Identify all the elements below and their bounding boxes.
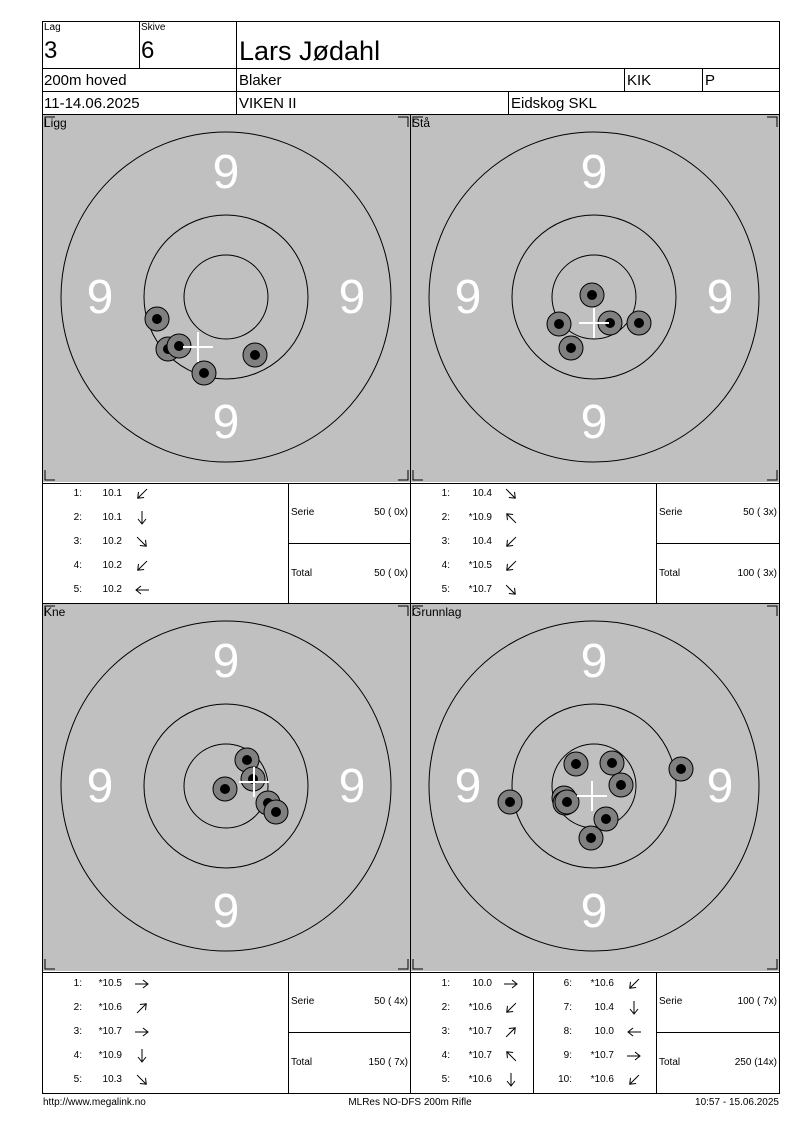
shot-impact bbox=[213, 777, 237, 801]
shot-number: 4: bbox=[73, 1050, 82, 1061]
shot-impact bbox=[669, 757, 693, 781]
shooter-name: Lars Jødahl bbox=[239, 36, 381, 66]
shot-number: 1: bbox=[73, 488, 82, 499]
ring-number: 9 bbox=[706, 760, 734, 813]
serie-label: Serie bbox=[659, 507, 683, 518]
panel-title-ligg: Ligg bbox=[44, 116, 67, 130]
panel-title-staa: Stå bbox=[412, 116, 431, 130]
direction-arrow-icon bbox=[503, 487, 519, 501]
shot-score: 10.1 bbox=[102, 512, 122, 523]
ring-number: 9 bbox=[580, 885, 608, 938]
shot-score: 10.3 bbox=[102, 1074, 122, 1085]
total-value: 250 (14x) bbox=[734, 1057, 777, 1068]
direction-arrow-icon bbox=[503, 1049, 519, 1063]
shot-score: 10.2 bbox=[102, 560, 122, 571]
host-club: Eidskog SKL bbox=[511, 95, 597, 112]
shot-score: *10.6 bbox=[468, 1074, 492, 1085]
total-value: 50 ( 0x) bbox=[374, 568, 408, 579]
club-name: Blaker bbox=[239, 72, 282, 89]
ring-number: 9 bbox=[454, 760, 482, 813]
shot-number: 2: bbox=[441, 1002, 450, 1013]
direction-arrow-icon bbox=[134, 487, 150, 501]
skive-value: 6 bbox=[141, 37, 155, 64]
direction-arrow-icon bbox=[503, 511, 519, 525]
shot-impact bbox=[547, 312, 571, 336]
shot-impact bbox=[559, 336, 583, 360]
shot-impact bbox=[243, 343, 267, 367]
serie-label: Serie bbox=[291, 996, 315, 1007]
ring-number: 9 bbox=[338, 271, 366, 324]
footer-url[interactable]: http://www.megalink.no bbox=[43, 1097, 146, 1108]
shot-score: *10.7 bbox=[468, 584, 492, 595]
shot-impact bbox=[627, 311, 651, 335]
direction-arrow-icon bbox=[134, 1073, 150, 1087]
direction-arrow-icon bbox=[626, 977, 642, 991]
serie-value: 50 ( 3x) bbox=[743, 507, 777, 518]
ring-number: 9 bbox=[212, 396, 240, 449]
shot-score: 10.0 bbox=[472, 978, 492, 989]
shot-number: 5: bbox=[73, 584, 82, 595]
target-grunnlag bbox=[411, 604, 779, 971]
shot-number: 4: bbox=[441, 1050, 450, 1061]
shot-number: 3: bbox=[73, 536, 82, 547]
shot-impact bbox=[609, 773, 633, 797]
shot-impact bbox=[600, 751, 624, 775]
ring-number: 9 bbox=[580, 396, 608, 449]
shot-impact bbox=[192, 361, 216, 385]
shot-number: 1: bbox=[441, 978, 450, 989]
event-dates: 11-14.06.2025 bbox=[44, 95, 140, 112]
ring-number: 9 bbox=[212, 635, 240, 688]
panel-title-kne: Kne bbox=[44, 605, 66, 619]
shot-number: 4: bbox=[73, 560, 82, 571]
shot-score: *10.6 bbox=[98, 1002, 122, 1013]
shot-number: 10: bbox=[558, 1074, 572, 1085]
lag-label: Lag bbox=[44, 22, 61, 33]
shot-score: *10.9 bbox=[98, 1050, 122, 1061]
shot-score: *10.7 bbox=[468, 1026, 492, 1037]
shot-score: 10.1 bbox=[102, 488, 122, 499]
serie-value: 100 ( 7x) bbox=[737, 996, 777, 1007]
serie-value: 50 ( 0x) bbox=[374, 507, 408, 518]
shot-impact bbox=[264, 800, 288, 824]
shot-number: 5: bbox=[441, 584, 450, 595]
ring-number: 9 bbox=[86, 271, 114, 324]
shot-impact bbox=[580, 283, 604, 307]
total-value: 150 ( 7x) bbox=[368, 1057, 408, 1068]
ring-number: 9 bbox=[212, 885, 240, 938]
shot-score: *10.7 bbox=[590, 1050, 614, 1061]
direction-arrow-icon bbox=[134, 1025, 150, 1039]
direction-arrow-icon bbox=[134, 535, 150, 549]
shot-number: 5: bbox=[441, 1074, 450, 1085]
direction-arrow-icon bbox=[626, 1025, 642, 1039]
shot-number: 2: bbox=[73, 1002, 82, 1013]
ring-number: 9 bbox=[338, 760, 366, 813]
direction-arrow-icon bbox=[134, 583, 150, 597]
shot-number: 7: bbox=[563, 1002, 572, 1013]
target-ligg bbox=[43, 115, 410, 482]
shot-number: 2: bbox=[441, 512, 450, 523]
shot-score: *10.7 bbox=[98, 1026, 122, 1037]
ring-number: 9 bbox=[86, 760, 114, 813]
ring-number: 9 bbox=[580, 146, 608, 199]
shot-score: *10.5 bbox=[98, 978, 122, 989]
direction-arrow-icon bbox=[503, 1073, 519, 1087]
footer-program: MLRes NO-DFS 200m Rifle bbox=[348, 1097, 472, 1108]
direction-arrow-icon bbox=[134, 1049, 150, 1063]
ring-number: 9 bbox=[212, 146, 240, 199]
direction-arrow-icon bbox=[503, 1025, 519, 1039]
panel-title-grunnlag: Grunnlag bbox=[412, 605, 462, 619]
total-label: Total bbox=[291, 1057, 313, 1068]
shot-impact bbox=[145, 307, 169, 331]
shot-score: 10.2 bbox=[102, 536, 122, 547]
serie-value: 50 ( 4x) bbox=[374, 996, 408, 1007]
shot-impact bbox=[498, 790, 522, 814]
footer-timestamp: 10:57 - 15.06.2025 bbox=[695, 1097, 779, 1108]
target-kne bbox=[43, 604, 410, 971]
shot-score: *10.6 bbox=[468, 1002, 492, 1013]
direction-arrow-icon bbox=[134, 1001, 150, 1015]
skive-label: Skive bbox=[141, 22, 166, 33]
direction-arrow-icon bbox=[503, 977, 519, 991]
shot-number: 4: bbox=[441, 560, 450, 571]
shot-number: 5: bbox=[73, 1074, 82, 1085]
shot-number: 3: bbox=[441, 536, 450, 547]
shot-score: *10.7 bbox=[468, 1050, 492, 1061]
shot-score: 10.0 bbox=[594, 1026, 614, 1037]
direction-arrow-icon bbox=[626, 1073, 642, 1087]
direction-arrow-icon bbox=[503, 559, 519, 573]
total-label: Total bbox=[291, 568, 313, 579]
shot-number: 3: bbox=[73, 1026, 82, 1037]
ring-number: 9 bbox=[454, 271, 482, 324]
shot-number: 6: bbox=[563, 978, 572, 989]
total-label: Total bbox=[659, 1057, 681, 1068]
region-name: VIKEN II bbox=[239, 95, 297, 112]
lag-value: 3 bbox=[44, 37, 58, 64]
direction-arrow-icon bbox=[134, 559, 150, 573]
shot-score: *10.9 bbox=[468, 512, 492, 523]
shot-number: 9: bbox=[563, 1050, 572, 1061]
direction-arrow-icon bbox=[503, 583, 519, 597]
total-label: Total bbox=[659, 568, 681, 579]
ring-number: 9 bbox=[580, 635, 608, 688]
shot-number: 3: bbox=[441, 1026, 450, 1037]
serie-label: Serie bbox=[659, 996, 683, 1007]
shot-score: 10.4 bbox=[472, 488, 492, 499]
shot-score: *10.6 bbox=[590, 978, 614, 989]
ring-number: 9 bbox=[706, 271, 734, 324]
event-name: 200m hoved bbox=[44, 72, 127, 89]
serie-label: Serie bbox=[291, 507, 315, 518]
direction-arrow-icon bbox=[626, 1049, 642, 1063]
total-value: 100 ( 3x) bbox=[737, 568, 777, 579]
shot-score: *10.6 bbox=[590, 1074, 614, 1085]
shot-number: 8: bbox=[563, 1026, 572, 1037]
shot-impact bbox=[564, 752, 588, 776]
class-code: KIK bbox=[627, 72, 652, 89]
category: P bbox=[705, 72, 716, 89]
shot-number: 1: bbox=[73, 978, 82, 989]
shot-impact bbox=[555, 790, 579, 814]
shot-number: 2: bbox=[73, 512, 82, 523]
shot-score: 10.4 bbox=[472, 536, 492, 547]
shot-score: 10.4 bbox=[594, 1002, 614, 1013]
direction-arrow-icon bbox=[134, 511, 150, 525]
shot-score: *10.5 bbox=[468, 560, 492, 571]
shot-number: 1: bbox=[441, 488, 450, 499]
direction-arrow-icon bbox=[626, 1001, 642, 1015]
direction-arrow-icon bbox=[503, 1001, 519, 1015]
shot-impact bbox=[579, 826, 603, 850]
target-staa bbox=[411, 115, 779, 482]
direction-arrow-icon bbox=[503, 535, 519, 549]
direction-arrow-icon bbox=[134, 977, 150, 991]
shot-score: 10.2 bbox=[102, 584, 122, 595]
